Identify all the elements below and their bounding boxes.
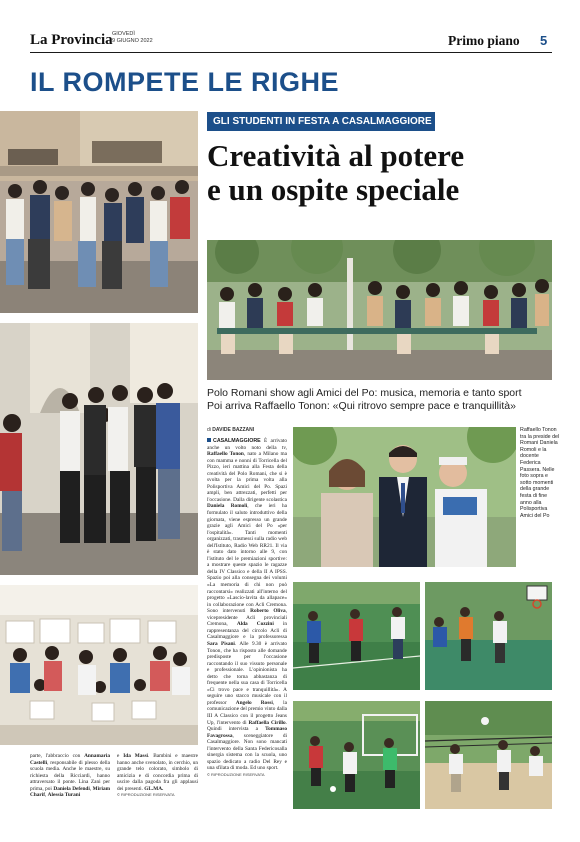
photo-caption: Raffaello Tonon tra la preside del Romani Daniela Romoli e la docente Federica Passera. Nelle foto sopra e sotto momenti della grande festa di fine anno alla Polisportiva Amici del Po [520, 427, 560, 519]
byline-prefix: di [207, 427, 211, 433]
masthead-day: GIOVEDÌ [112, 31, 135, 37]
kicker-bar: GLI STUDENTI IN FESTA A CASALMAGGIORE [207, 112, 435, 131]
photo-pavilion-students [207, 240, 552, 380]
masthead-date [112, 31, 153, 44]
section-name: Primo piano [448, 33, 520, 48]
photo-children-posters [0, 585, 198, 745]
lead-square-icon [207, 438, 211, 442]
subhead-line-1: Polo Romani show agli Amici del Po: musica, memoria e tanto sport [207, 387, 522, 399]
masthead-date-text: 9 GIUGNO 2022 [112, 37, 153, 44]
masthead-brand: La Provincia [30, 32, 113, 48]
rights-notice-main: © RIPRODUZIONE RISERVATA [207, 771, 265, 777]
photo-crowd-entrance [0, 111, 198, 313]
article-column-main: CASALMAGGIORE È arrivato anche un volto noto della tv, Raffaello Tonon, nato a Milano ma con mamma e nonni di Torricella del Pizzo, ieri mattina alla Festa della creatività del Polo Romani, che si è svolta per la prima volta alla Polisportiva Amici del Po. Spazi ampli, ben attrezzati, perfetti per l'occasione. Dalla dirigente scolastica Daniela Romoli, che ieri ha formulato il saluto introduttivo della giornata, viene espresso un grande grazie agli Amici del Po «per l'ospitalità». Tanti momenti organizzati, trasmessi sulla radio web dell'Istituto, Radio Web RR21. Il via è stato dato intorno alle 9, con l'istituto del le premiazioni sportive: a mostrare queste spazio le ragazze della IV Classico e della II A IPSS. Spazio poi alla consegna dei volumi «La memoria di chi non può raccontarsi» realizzati all'interno del progetto «Lascio-lavita da allapace» in collaborazione con Acli Cremona. Sono intervenuti Roberto Oliva, vicepresidente Acli provinciali Cremona, Alda Cozzini in rappresentanza del circolo Acli di Casalmaggiore e la professoressa Sara Pisani. Alle 9.30 è arrivato Tonon, che ha risposto alle domande predisposte per l'occasione raccontando il suo vissuto personale e professionale. L'opinionista ha detto che torna abbastanza di frequente nella sua casa di Torricella «Ci trovo pace e tranquillità». A seguire uno stacco musicale con il professor Angelo Rossi, la comunicazione del premio vinto dalla III A Classico con il progetto Jeans Up, l'intervento di Raffaella Cirillo. Quindi intervista a Tommaso Favagrossa, sceneggiatore di Casalmaggiore. Non sono mancati l'intervento della Santa Federicosalla sinergia sistema con la scuola, uno spazio dedicato a radio Del Rey e una sfilata di moda. Ed uno sport. © RIPRODUZIONE RISERVATA [207, 438, 288, 777]
rights-notice-left: © RIPRODUZIONE RISERVATA [117, 792, 175, 798]
hero-title: IL ROMPETE LE RIGHE [30, 67, 340, 97]
page-number: 5 [540, 33, 548, 48]
photo-students-group [0, 323, 198, 575]
signoff: GL.MA. [144, 785, 164, 792]
photo-basketball-game [425, 582, 552, 690]
byline-author: DAVIDE BAZZANI [212, 427, 255, 433]
article-column-left: parte, l'abbraccio con Annamaria Castelli, responsabile di plesso della scuola media. Anche le maestre, su richiesta della Ricciardi, hanno attraversato il ponte. Lina Zani per prima, poi Daniela Defendi, Miriam Charif, Alessia Turani [30, 753, 111, 799]
subhead-line-2: Poi arriva Raffaello Tonon: «Qui ritrovo sempre pace e tranquillità» [207, 400, 516, 412]
photo-tonon-portrait [293, 427, 516, 567]
photo-football-match [293, 582, 420, 690]
headline-line-2: e un ospite speciale [207, 172, 460, 207]
subheadline [207, 387, 552, 413]
headline [207, 139, 552, 207]
byline [207, 427, 254, 433]
lead-city: CASALMAGGIORE [213, 438, 261, 444]
photo-football-goal [293, 701, 420, 809]
photo-beach-volley [425, 701, 552, 809]
article-column-mid: e Ida Massi. Bambini e maestre hanno anche svenolato, in cerchio, un grande telo colorato, simbolo di amicizia e di concordia prima di uscire dalla pagoda fra gli applausi dei presenti. GL.MA. © RIPRODUZIONE RISERVATA [117, 753, 198, 798]
masthead-rule [30, 52, 552, 53]
headline-line-1: Creatività al potere [207, 138, 465, 173]
